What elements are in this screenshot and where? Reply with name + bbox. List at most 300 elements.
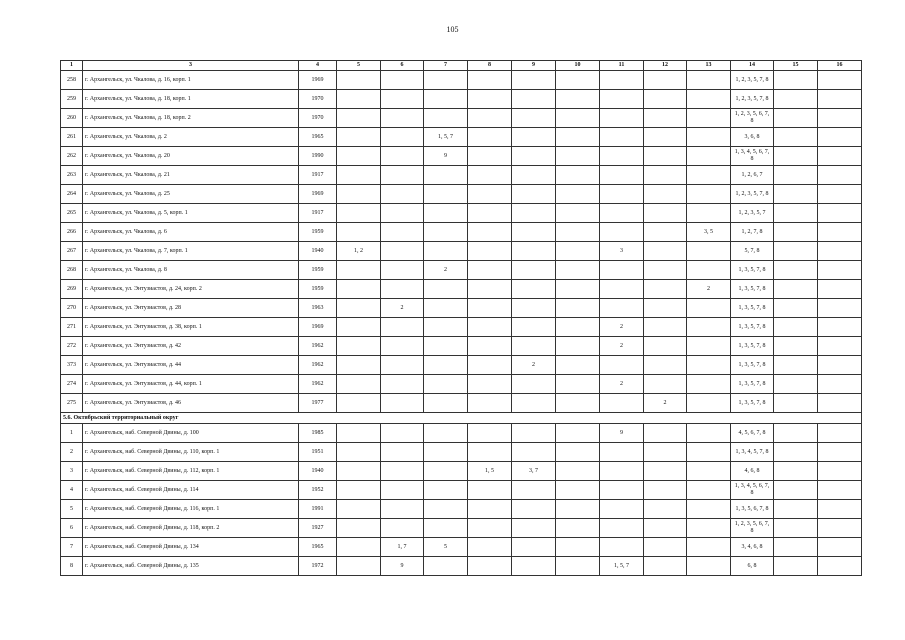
table-cell [424, 481, 468, 500]
table-cell [818, 481, 862, 500]
table-cell [424, 166, 468, 185]
table-cell: 3 [600, 242, 644, 261]
table-cell [774, 424, 818, 443]
table-cell [644, 166, 687, 185]
address-cell: г. Архангельск, ул. Энтузиастов, д. 44, корп. 1 [83, 375, 299, 394]
table-cell [774, 538, 818, 557]
table-row [61, 166, 862, 185]
row-number-cell: 263 [61, 166, 83, 185]
table-cell [774, 261, 818, 280]
table-row [61, 185, 862, 204]
column-header: 6 [381, 61, 424, 71]
table-cell [818, 318, 862, 337]
table-cell [644, 242, 687, 261]
table-cell [818, 356, 862, 375]
table-row [61, 557, 862, 576]
address-cell: г. Архангельск, ул. Чкалова, д. 25 [83, 185, 299, 204]
year-cell: 1962 [299, 337, 337, 356]
table-cell [512, 242, 556, 261]
table-cell [556, 538, 600, 557]
year-cell: 1959 [299, 280, 337, 299]
table-cell: 9 [381, 557, 424, 576]
row-number-cell: 269 [61, 280, 83, 299]
table-cell [468, 242, 512, 261]
table-cell [600, 462, 644, 481]
table-cell [468, 109, 512, 128]
table-cell [337, 424, 381, 443]
year-cell: 1963 [299, 299, 337, 318]
table-cell [381, 375, 424, 394]
table-cell [381, 109, 424, 128]
page-number: 105 [446, 25, 459, 34]
table-cell [687, 481, 731, 500]
row-number-cell: 267 [61, 242, 83, 261]
table-cell [818, 557, 862, 576]
table-cell [556, 462, 600, 481]
table-cell [337, 443, 381, 462]
table-cell [381, 356, 424, 375]
address-cell: г. Архангельск, наб. Северной Двины, д. 118, корп. 2 [83, 519, 299, 538]
table-cell [381, 394, 424, 413]
year-cell: 1959 [299, 261, 337, 280]
column-header: 15 [774, 61, 818, 71]
table-cell [337, 375, 381, 394]
table-cell [337, 538, 381, 557]
address-cell: г. Архангельск, ул. Энтузиастов, д. 46 [83, 394, 299, 413]
table-cell [337, 356, 381, 375]
table-cell [774, 185, 818, 204]
table-cell [468, 394, 512, 413]
table-cell [556, 375, 600, 394]
table-cell: 1, 3, 5, 7, 8 [731, 337, 774, 356]
table-row [61, 337, 862, 356]
table-cell: 1, 3, 5, 7, 8 [731, 375, 774, 394]
address-cell: г. Архангельск, ул. Чкалова, д. 16, корп. 1 [83, 71, 299, 90]
table-cell: 1, 2, 3, 5, 7, 8 [731, 90, 774, 109]
table-cell [687, 166, 731, 185]
row-number-cell: 265 [61, 204, 83, 223]
table-row [61, 261, 862, 280]
table-cell [556, 185, 600, 204]
table-cell [774, 557, 818, 576]
table-cell [774, 71, 818, 90]
address-cell: г. Архангельск, ул. Энтузиастов, д. 28 [83, 299, 299, 318]
address-cell: г. Архангельск, наб. Северной Двины, д. 116, корп. 1 [83, 500, 299, 519]
address-cell: г. Архангельск, ул. Чкалова, д. 6 [83, 223, 299, 242]
year-cell: 1969 [299, 71, 337, 90]
table-cell [644, 481, 687, 500]
table-cell [818, 519, 862, 538]
column-header: 14 [731, 61, 774, 71]
table-cell: 2 [512, 356, 556, 375]
table-cell: 1, 3, 5, 7, 8 [731, 280, 774, 299]
table-cell [468, 500, 512, 519]
table-cell: 2 [600, 318, 644, 337]
table-cell: 1, 2, 6, 7 [731, 166, 774, 185]
table-cell [512, 204, 556, 223]
column-header: 13 [687, 61, 731, 71]
table-cell [337, 204, 381, 223]
table-cell [556, 318, 600, 337]
table-cell [644, 109, 687, 128]
table-row [61, 443, 862, 462]
table-cell [512, 166, 556, 185]
address-cell: г. Архангельск, ул. Энтузиастов, д. 42 [83, 337, 299, 356]
table-cell [600, 109, 644, 128]
table-cell [818, 538, 862, 557]
year-cell: 1969 [299, 318, 337, 337]
table-cell [337, 500, 381, 519]
table-cell [512, 223, 556, 242]
table-cell [774, 394, 818, 413]
row-number-cell: 260 [61, 109, 83, 128]
table-cell [600, 166, 644, 185]
year-cell: 1972 [299, 557, 337, 576]
year-cell: 1965 [299, 538, 337, 557]
table-cell [381, 424, 424, 443]
table-cell [687, 337, 731, 356]
table-cell [512, 538, 556, 557]
table-cell [774, 280, 818, 299]
column-header: 5 [337, 61, 381, 71]
table-cell [774, 318, 818, 337]
row-number-cell: 6 [61, 519, 83, 538]
table-row [61, 424, 862, 443]
table-cell [600, 204, 644, 223]
table-cell [381, 337, 424, 356]
table-cell [687, 242, 731, 261]
table-cell [424, 519, 468, 538]
table-cell [468, 71, 512, 90]
table-cell: 1, 2, 3, 5, 7, 8 [731, 71, 774, 90]
table-cell [600, 223, 644, 242]
column-header: 1 [61, 61, 83, 71]
section-header-row [61, 413, 862, 424]
table-row [61, 109, 862, 128]
table-cell: 1, 2 [337, 242, 381, 261]
table-cell: 1, 3, 4, 5, 6, 7, 8 [731, 481, 774, 500]
table-cell [337, 462, 381, 481]
table-cell [600, 90, 644, 109]
column-header: 11 [600, 61, 644, 71]
address-cell: г. Архангельск, ул. Чкалова, д. 18, корп. 2 [83, 109, 299, 128]
table-cell [600, 356, 644, 375]
table-cell [556, 394, 600, 413]
address-cell: г. Архангельск, наб. Северной Двины, д. 134 [83, 538, 299, 557]
table-cell [381, 443, 424, 462]
table-cell: 2 [687, 280, 731, 299]
table-cell [818, 109, 862, 128]
table-cell: 9 [600, 424, 644, 443]
table-cell [556, 500, 600, 519]
table-cell [381, 500, 424, 519]
column-header: 9 [512, 61, 556, 71]
table-cell [556, 90, 600, 109]
table-cell [381, 185, 424, 204]
row-number-cell: 272 [61, 337, 83, 356]
table-cell [818, 299, 862, 318]
table-cell: 4, 5, 6, 7, 8 [731, 424, 774, 443]
address-cell: г. Архангельск, ул. Чкалова, д. 8 [83, 261, 299, 280]
address-cell: г. Архангельск, ул. Чкалова, д. 18, корп. 1 [83, 90, 299, 109]
table-cell [818, 71, 862, 90]
table-cell [687, 90, 731, 109]
table-cell: 1, 3, 4, 5, 7, 8 [731, 443, 774, 462]
table-cell [512, 90, 556, 109]
table-cell [687, 443, 731, 462]
table-cell [337, 337, 381, 356]
table-cell [818, 242, 862, 261]
table-cell [818, 337, 862, 356]
table-row [61, 394, 862, 413]
table-cell [687, 299, 731, 318]
table-cell: 4, 6, 8 [731, 462, 774, 481]
table-cell [468, 557, 512, 576]
table-cell [818, 223, 862, 242]
table-cell [644, 424, 687, 443]
table-cell [600, 538, 644, 557]
table-cell [644, 443, 687, 462]
table-cell [687, 500, 731, 519]
year-cell: 1952 [299, 481, 337, 500]
table-cell [600, 299, 644, 318]
table-cell: 1, 3, 5, 7, 8 [731, 394, 774, 413]
table-cell [512, 519, 556, 538]
table-cell [424, 337, 468, 356]
table-cell [818, 147, 862, 166]
table-cell: 2 [381, 299, 424, 318]
table-cell [468, 299, 512, 318]
table-cell [556, 443, 600, 462]
row-number-cell: 261 [61, 128, 83, 147]
table-cell: 1, 2, 3, 5, 6, 7, 8 [731, 109, 774, 128]
table-cell: 1, 2, 3, 5, 7 [731, 204, 774, 223]
table-cell [337, 166, 381, 185]
table-row [61, 538, 862, 557]
table-cell [774, 356, 818, 375]
table-cell [687, 394, 731, 413]
table-cell [556, 356, 600, 375]
table-cell [600, 519, 644, 538]
table-cell [512, 185, 556, 204]
table-cell [774, 481, 818, 500]
table-cell [644, 462, 687, 481]
table-cell [468, 318, 512, 337]
row-number-cell: 275 [61, 394, 83, 413]
table-cell [556, 223, 600, 242]
table-cell: 1, 2, 3, 5, 7, 8 [731, 185, 774, 204]
year-cell: 1959 [299, 223, 337, 242]
address-cell: г. Архангельск, ул. Чкалова, д. 20 [83, 147, 299, 166]
table-cell: 3, 7 [512, 462, 556, 481]
table-cell [381, 519, 424, 538]
year-cell: 1965 [299, 128, 337, 147]
table-cell [644, 318, 687, 337]
table-cell [774, 166, 818, 185]
table-cell [818, 166, 862, 185]
table-cell [512, 394, 556, 413]
table-row [61, 356, 862, 375]
table-row [61, 280, 862, 299]
table-cell [424, 71, 468, 90]
table-cell [337, 109, 381, 128]
table-cell [600, 147, 644, 166]
table-cell [381, 204, 424, 223]
table-cell [424, 462, 468, 481]
table-cell [644, 356, 687, 375]
table-cell [468, 166, 512, 185]
column-header: 4 [299, 61, 337, 71]
table-cell [556, 557, 600, 576]
table-cell [774, 337, 818, 356]
table-cell [424, 280, 468, 299]
table-cell [600, 481, 644, 500]
row-number-cell: 271 [61, 318, 83, 337]
table-cell [556, 299, 600, 318]
table-cell [381, 166, 424, 185]
table-cell [512, 261, 556, 280]
table-cell [512, 109, 556, 128]
table-cell [424, 356, 468, 375]
table-cell [424, 500, 468, 519]
table-cell [818, 204, 862, 223]
table-cell [424, 223, 468, 242]
table-header-row [61, 61, 862, 71]
table-row [61, 375, 862, 394]
row-number-cell: 268 [61, 261, 83, 280]
table-cell [337, 71, 381, 90]
table-cell [600, 71, 644, 90]
table-cell [687, 424, 731, 443]
table-cell: 1, 3, 5, 7, 8 [731, 356, 774, 375]
year-cell: 1962 [299, 375, 337, 394]
table-row [61, 147, 862, 166]
table-cell [381, 462, 424, 481]
table-cell [468, 519, 512, 538]
table-cell [337, 519, 381, 538]
table-cell [644, 147, 687, 166]
table-cell [774, 147, 818, 166]
row-number-cell: 4 [61, 481, 83, 500]
table-cell [424, 424, 468, 443]
table-cell [381, 280, 424, 299]
table-cell [468, 128, 512, 147]
row-number-cell: 270 [61, 299, 83, 318]
table-cell [818, 462, 862, 481]
buildings-table [60, 60, 862, 576]
table-cell: 1, 7 [381, 538, 424, 557]
table-cell: 1, 3, 5, 7, 8 [731, 299, 774, 318]
table-cell [424, 204, 468, 223]
table-cell: 3, 5 [687, 223, 731, 242]
table-cell [381, 90, 424, 109]
table-cell [468, 443, 512, 462]
table-cell: 5 [424, 538, 468, 557]
table-cell [774, 109, 818, 128]
table-cell [774, 462, 818, 481]
table-cell [644, 71, 687, 90]
table-cell: 1, 2, 7, 8 [731, 223, 774, 242]
table-cell [424, 318, 468, 337]
table-cell [424, 375, 468, 394]
table-cell [818, 443, 862, 462]
table-cell [468, 223, 512, 242]
table-cell [687, 147, 731, 166]
table-cell: 3, 6, 8 [731, 128, 774, 147]
table-cell [644, 261, 687, 280]
year-cell: 1962 [299, 356, 337, 375]
table-cell [818, 280, 862, 299]
table-cell [556, 261, 600, 280]
table-cell [687, 519, 731, 538]
table-cell [644, 280, 687, 299]
table-cell [512, 128, 556, 147]
year-cell: 1970 [299, 109, 337, 128]
column-header: 3 [83, 61, 299, 71]
table-cell: 6, 8 [731, 557, 774, 576]
table-cell: 2 [424, 261, 468, 280]
table-cell [424, 109, 468, 128]
table-cell [337, 128, 381, 147]
table-cell [644, 299, 687, 318]
table-cell [468, 337, 512, 356]
year-cell: 1927 [299, 519, 337, 538]
table-cell [687, 318, 731, 337]
table-cell [600, 394, 644, 413]
table-cell [818, 90, 862, 109]
table-cell [818, 375, 862, 394]
table-cell [424, 394, 468, 413]
table-cell [644, 375, 687, 394]
table-cell [687, 356, 731, 375]
table-cell [424, 299, 468, 318]
table-row [61, 90, 862, 109]
table-cell [512, 71, 556, 90]
table-cell [556, 242, 600, 261]
table-cell [818, 261, 862, 280]
table-cell [644, 204, 687, 223]
address-cell: г. Архангельск, наб. Северной Двины, д. 135 [83, 557, 299, 576]
table-cell [512, 299, 556, 318]
table-cell [512, 318, 556, 337]
table-cell [381, 223, 424, 242]
table-cell [468, 185, 512, 204]
table-row [61, 204, 862, 223]
table-cell [774, 223, 818, 242]
table-row [61, 500, 862, 519]
table-cell [687, 109, 731, 128]
table-cell [774, 443, 818, 462]
table-cell [424, 185, 468, 204]
table-cell [512, 481, 556, 500]
row-number-cell: 3 [61, 462, 83, 481]
year-cell: 1969 [299, 185, 337, 204]
table-cell [381, 318, 424, 337]
table-cell [600, 185, 644, 204]
table-row [61, 299, 862, 318]
table-cell: 9 [424, 147, 468, 166]
table-cell [818, 128, 862, 147]
table-cell [774, 299, 818, 318]
table-cell [644, 500, 687, 519]
address-cell: г. Архангельск, наб. Северной Двины, д. 100 [83, 424, 299, 443]
table-cell [818, 394, 862, 413]
year-cell: 1970 [299, 90, 337, 109]
table-cell [818, 500, 862, 519]
table-cell: 3, 4, 6, 8 [731, 538, 774, 557]
table-cell [600, 500, 644, 519]
table-cell [381, 261, 424, 280]
